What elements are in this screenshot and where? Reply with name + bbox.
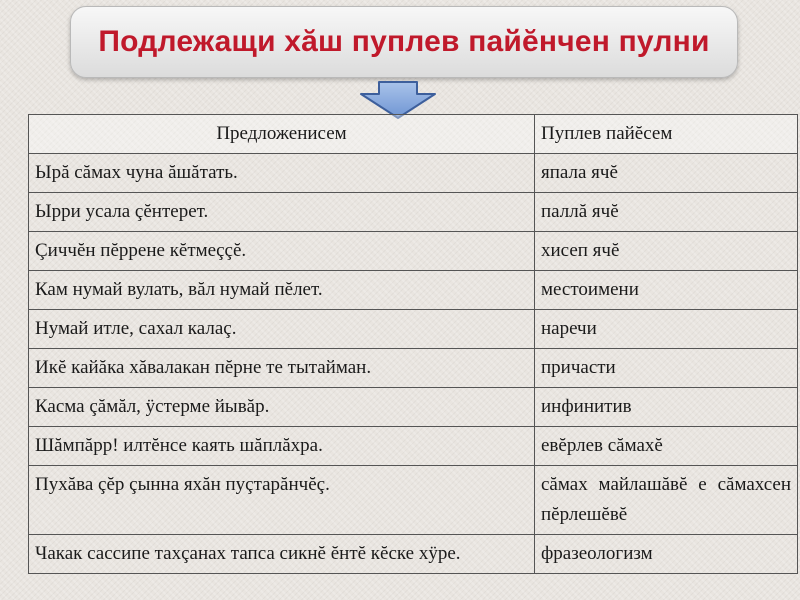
table-header-row [29,115,798,154]
part-of-speech-cell: местоимени [535,271,798,310]
part-of-speech-cell: сăмах майлашăвĕ е сăмахсен пĕрлешĕвĕ [535,466,798,535]
part-of-speech-cell: хисеп ячĕ [535,232,798,271]
table-row [29,349,798,388]
table-row [29,388,798,427]
sentence-cell: Кам нумай вулать, вăл нумай пĕлет. [29,271,535,310]
sentence-cell: Шăмпăрр! илтĕнсе каять шăплăхра. [29,427,535,466]
sentence-cell: Касма çăмăл, ÿстерме йывăр. [29,388,535,427]
table-row [29,232,798,271]
table-row [29,154,798,193]
header-sentences: Предложенисем [29,115,535,154]
table-row [29,427,798,466]
table-row [29,466,798,535]
page-title: Подлежащи хăш пуплев пайĕнчен пулни [98,25,710,58]
part-of-speech-cell: фразеологизм [535,535,798,574]
header-parts-of-speech: Пуплев пайĕсем [535,115,798,154]
table-row [29,310,798,349]
sentence-cell: Çиччĕн пĕррене кĕтмеççĕ. [29,232,535,271]
part-of-speech-cell: наречи [535,310,798,349]
sentence-cell: Икĕ кайăка хăвалакан пĕрне те тытайман. [29,349,535,388]
sentence-cell: Пухăва çĕр çынна яхăн пуçтарăнчĕç. [29,466,535,535]
sentence-cell: Нумай итле, сахал калаç. [29,310,535,349]
part-of-speech-cell: евĕрлев сăмахĕ [535,427,798,466]
part-of-speech-cell: инфинитив [535,388,798,427]
parts-of-speech-table [28,114,798,574]
part-of-speech-cell: япала ячĕ [535,154,798,193]
table-row [29,271,798,310]
part-of-speech-cell: причасти [535,349,798,388]
table-row [29,535,798,574]
part-of-speech-cell: паллă ячĕ [535,193,798,232]
sentence-cell: Чакак сассипе тахçанах тапса сикнĕ ĕнтĕ кĕске хÿре. [29,535,535,574]
title-banner [70,6,738,78]
table-row [29,193,798,232]
sentence-cell: Ырри усала çĕнтерет. [29,193,535,232]
sentence-cell: Ырă сăмах чуна ăшăтать. [29,154,535,193]
